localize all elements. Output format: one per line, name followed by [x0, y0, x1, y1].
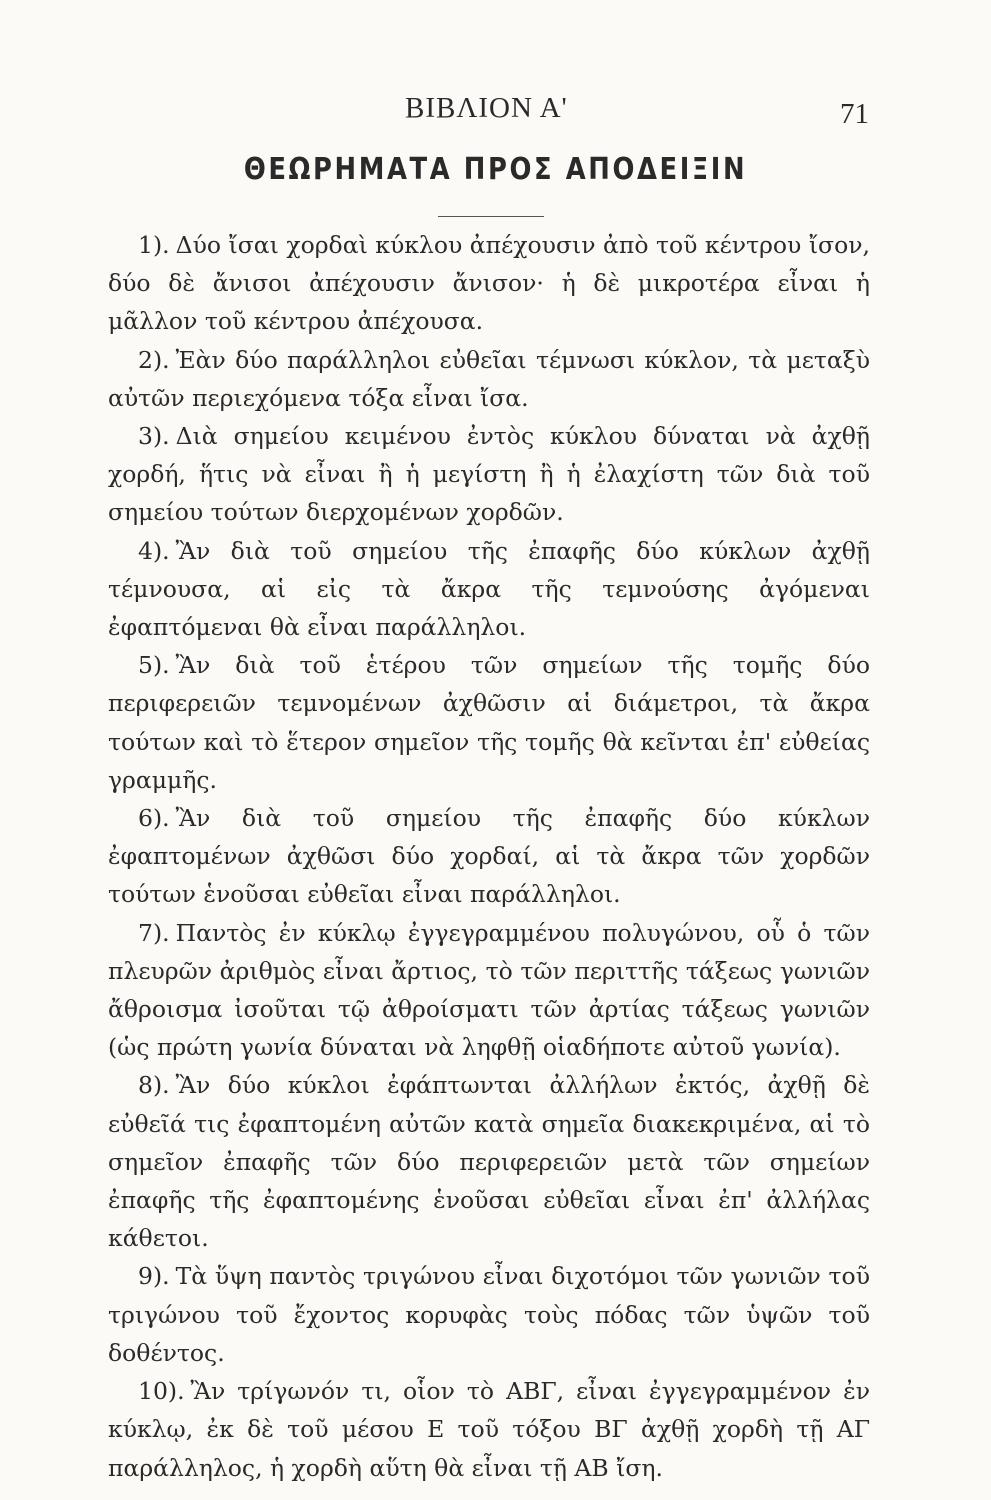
theorem-number: 9). [138, 1262, 170, 1291]
theorem-text: Δύο ἴσαι χορδαὶ κύκλου ἀπέχουσιν ἀπὸ τοῦ κέντρου ἴσον, δύο δὲ ἄνισοι ἀπέχουσιν ἄνισον· ἡ δὲ μικροτέρα εἶναι ἡ μᾶλλον τοῦ κέντρου ἀπέχουσα. [108, 231, 870, 336]
theorem-7 [108, 914, 870, 1067]
theorem-10 [108, 1372, 870, 1487]
theorem-6 [108, 799, 870, 914]
theorem-text: Ἐὰν δύο παράλληλοι εὐθεῖαι τέμνωσι κύκλον, τὰ μεταξὺ αὐτῶν περιεχόμενα τόξα εἶναι ἴσα. [108, 345, 870, 412]
theorem-number: 6). [138, 804, 170, 833]
theorem-9 [108, 1257, 870, 1372]
theorem-text: Τὰ ὕψη παντὸς τριγώνου εἶναι διχοτόμοι τῶν γωνιῶν τοῦ τριγώνου τοῦ ἔχοντος κορυφὰς τοὺς πόδας τῶν ὑψῶν τοῦ δοθέντος. [108, 1262, 870, 1367]
theorem-text: Ἂν τρίγωνόν τι, οἷον τὸ ΑΒΓ, εἶναι ἐγγεγραμμένον ἐν κύκλῳ, ἐκ δὲ τοῦ μέσου Ε τοῦ τόξου ΒΓ ἀχθῇ χορδὴ τῇ ΑΓ παράλληλος, ἡ χορδὴ αὕτη θὰ εἶναι τῇ ΑΒ ἴση. [108, 1377, 870, 1482]
theorem-1 [108, 226, 870, 341]
theorem-4 [108, 532, 870, 647]
title-divider [438, 216, 544, 217]
theorem-text: Ἂν δύο κύκλοι ἐφάπτωνται ἀλλήλων ἐκτός, ἀχθῇ δὲ εὐθεῖά τις ἐφαπτομένη αὐτῶν κατὰ σημεῖα διακεκριμένα, αἱ τὸ σημεῖον ἐπαφῆς τῶν δύο περιφερειῶν μετὰ τῶν σημείων ἐπαφῆς τῆς ἐφαπτομένης ἑνοῦσαι εὐθεῖαι εἶναι ἐπ' ἀλλήλας κάθετοι. [108, 1071, 870, 1253]
theorem-number: 10). [138, 1377, 185, 1406]
section-title: ΘΕΩΡΗΜΑΤΑ ΠΡΟΣ ΑΠΟΔΕΙΞΙΝ [243, 152, 748, 187]
theorem-list [108, 226, 870, 1487]
theorem-number: 4). [138, 536, 170, 565]
running-head [0, 92, 991, 132]
theorem-3 [108, 417, 870, 532]
theorem-8 [108, 1066, 870, 1257]
theorem-number: 5). [138, 651, 170, 680]
theorem-text: Ἂν διὰ τοῦ σημείου τῆς ἐπαφῆς δύο κύκλων ἀχθῇ τέμνουσα, αἱ εἰς τὰ ἄκρα τῆς τεμνούσης ἀγόμεναι ἐφαπτόμεναι θὰ εἶναι παράλληλοι. [108, 536, 870, 642]
theorem-5 [108, 646, 870, 799]
book-title: ΒΙΒΛΙΟΝ Α' [405, 92, 568, 124]
theorem-number: 7). [138, 918, 170, 947]
theorem-number: 8). [138, 1071, 170, 1100]
theorem-number: 2). [138, 345, 170, 374]
theorem-text: Ἂν διὰ τοῦ σημείου τῆς ἐπαφῆς δύο κύκλων ἐφαπτομένων ἀχθῶσι δύο χορδαί, αἱ τὰ ἄκρα τῶν χορδῶν τούτων ἑνοῦσαι εὐθεῖαι εἶναι παράλληλοι. [108, 804, 870, 909]
theorem-number: 3). [138, 422, 170, 451]
theorem-2 [108, 341, 870, 417]
theorem-number: 1). [138, 231, 170, 259]
page-number: 71 [840, 98, 869, 130]
theorem-text: Ἂν διὰ τοῦ ἑτέρου τῶν σημείων τῆς τομῆς δύο περιφερειῶν τεμνομένων ἀχθῶσιν αἱ διάμετροι, τὰ ἄκρα τούτων καὶ τὸ ἕτερον σημεῖον τῆς τομῆς θὰ κεῖνται ἐπ' εὐθείας γραμμῆς. [108, 651, 870, 794]
theorem-text: Παντὸς ἐν κύκλῳ ἐγγεγραμμένου πολυγώνου, οὗ ὁ τῶν πλευρῶν ἀριθμὸς εἶναι ἄρτιος, τὸ τῶν περιττῆς τάξεως γωνιῶν ἄθροισμα ἰσοῦται τῷ ἀθροίσματι τῶν ἀρτίας τάξεως γωνιῶν (ὡς πρώτη γωνία δύναται νὰ ληφθῇ οἱαδήποτε αὐτοῦ γωνία). [108, 918, 870, 1062]
theorem-text: Διὰ σημείου κειμένου ἐντὸς κύκλου δύναται νὰ ἀχθῇ χορδή, ἥτις νὰ εἶναι ἢ ἡ μεγίστη ἢ ἡ ἐλαχίστη τῶν διὰ τοῦ σημείου τούτων διερχομένων χορδῶν. [108, 422, 870, 527]
